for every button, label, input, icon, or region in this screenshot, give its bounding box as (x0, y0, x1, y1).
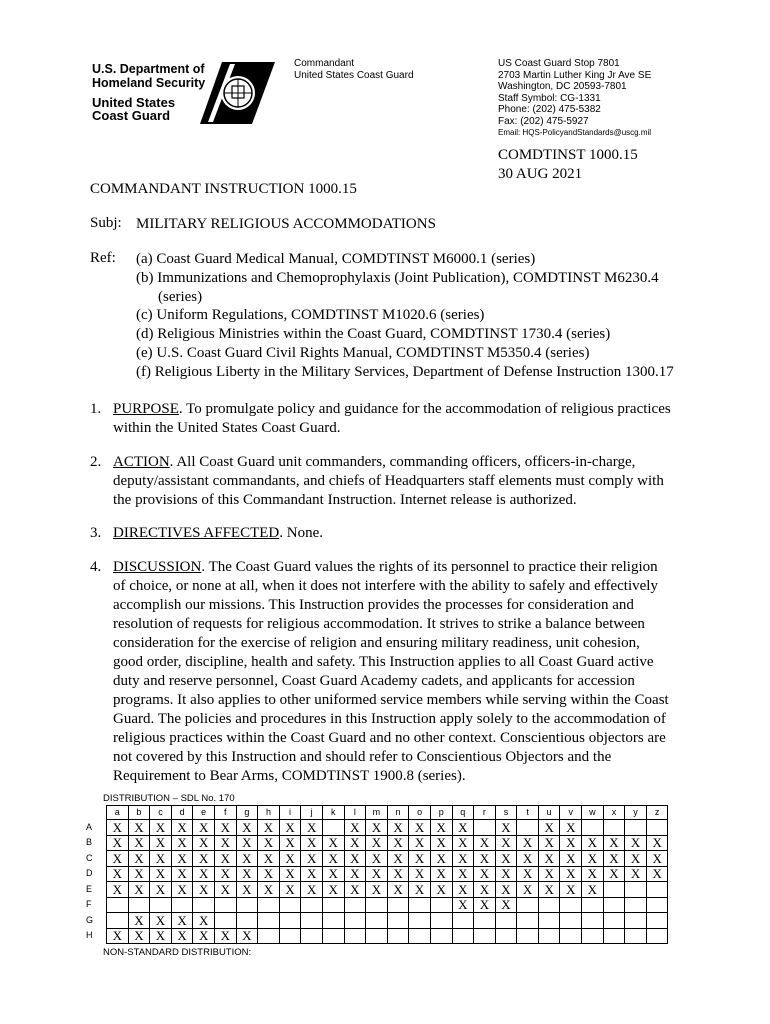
distribution-cell (603, 928, 625, 944)
distribution-cell (646, 913, 668, 929)
distribution-cell (452, 913, 474, 929)
distribution-cell (625, 897, 647, 913)
column-header: a (107, 806, 129, 820)
distribution-cell: X (430, 851, 452, 867)
distribution-cell: X (625, 866, 647, 882)
distribution-cell: X (214, 928, 236, 944)
distribution-cell: X (474, 897, 496, 913)
row-label: G (86, 914, 94, 925)
distribution-cell: X (538, 882, 560, 898)
distribution-cell: X (150, 820, 172, 836)
column-header: m (366, 806, 388, 820)
distribution-cell: X (236, 928, 258, 944)
distribution-cell (258, 897, 280, 913)
distribution-cell: X (646, 835, 668, 851)
distribution-cell: X (582, 882, 604, 898)
distribution-cell: X (193, 835, 215, 851)
distribution-cell (214, 897, 236, 913)
distribution-cell (474, 820, 496, 836)
ref-item: (d) Religious Ministries within the Coast Guard, COMDTINST 1730.4 (series) (136, 326, 611, 342)
distribution-cell (409, 897, 431, 913)
address-line: Washington, DC 20593-7801 (498, 81, 627, 92)
section-purpose (90, 400, 673, 438)
ref-item: (series) (158, 289, 203, 305)
column-header: j (301, 806, 323, 820)
distribution-cell: X (150, 866, 172, 882)
distribution-cell (560, 897, 582, 913)
section-text: . None. (279, 525, 324, 541)
distribution-cell: X (409, 820, 431, 836)
distribution-cell: X (236, 851, 258, 867)
section-text: . All Coast Guard unit commanders, commanding officers, officers-in-charge, deputy/assistant commandants, and chiefs of Headquarters staff elements must comply with the provisions of this Commandant Instruction. Internet release is authorized. (113, 454, 664, 508)
distribution-cell (646, 882, 668, 898)
distribution-cell: X (214, 851, 236, 867)
address-line: US Coast Guard Stop 7801 (498, 58, 620, 69)
distribution-cell: X (474, 882, 496, 898)
distribution-cell: X (452, 851, 474, 867)
distribution-cell: X (366, 866, 388, 882)
distribution-row (80, 928, 668, 944)
email-link[interactable]: Email: HQS-PolicyandStandards@uscg.mil (498, 128, 652, 137)
distribution-cell: X (474, 866, 496, 882)
table-corner (80, 806, 107, 820)
distribution-cell (301, 897, 323, 913)
distribution-cell: X (258, 866, 280, 882)
distribution-cell (646, 928, 668, 944)
row-label: B (86, 837, 93, 848)
distribution-cell: X (344, 866, 366, 882)
distribution-cell: X (495, 835, 517, 851)
section-number: 2. (90, 454, 102, 470)
distribution-cell: X (366, 851, 388, 867)
distribution-cell: X (301, 820, 323, 836)
distribution-cell: X (107, 882, 129, 898)
column-header: s (495, 806, 517, 820)
section-heading: ACTION (113, 454, 170, 470)
distribution-cell (366, 928, 388, 944)
distribution-cell: X (171, 835, 193, 851)
distribution-cell: X (344, 835, 366, 851)
distribution-cell (582, 913, 604, 929)
distribution-cell: X (171, 882, 193, 898)
distribution-cell: X (322, 882, 344, 898)
distribution-cell: X (366, 820, 388, 836)
ref-item: (c) Uniform Regulations, COMDTINST M1020.6 (series) (136, 307, 485, 323)
distribution-cell: X (193, 866, 215, 882)
row-label: E (86, 883, 93, 894)
distribution-cell: X (258, 851, 280, 867)
distribution-cell: X (582, 866, 604, 882)
distribution-cell: X (582, 835, 604, 851)
distribution-cell: X (258, 820, 280, 836)
distribution-cell: X (236, 866, 258, 882)
distribution-cell (517, 820, 539, 836)
distribution-cell (366, 913, 388, 929)
address-line: Fax: (202) 475-5927 (498, 115, 589, 127)
distribution-cell (452, 928, 474, 944)
distribution-cell: X (322, 866, 344, 882)
distribution-cell (582, 928, 604, 944)
row-label: C (86, 852, 93, 863)
distribution-cell: X (538, 851, 560, 867)
distribution-cell: X (538, 866, 560, 882)
column-header: i (279, 806, 301, 820)
distribution-cell: X (150, 913, 172, 929)
distribution-cell: X (474, 835, 496, 851)
distribution-cell (625, 882, 647, 898)
distribution-cell: X (128, 913, 150, 929)
distribution-cell: X (171, 820, 193, 836)
distribution-cell: X (452, 835, 474, 851)
column-header: x (603, 806, 625, 820)
distribution-cell (258, 928, 280, 944)
distribution-cell: X (236, 882, 258, 898)
distribution-cell: X (625, 835, 647, 851)
distribution-row (80, 851, 668, 867)
distribution-cell (430, 928, 452, 944)
ref-item: (b) Immunizations and Chemoprophylaxis (Joint Publication), COMDTINST M6230.4 (136, 270, 659, 286)
ref-item: (f) Religious Liberty in the Military Services, Department of Defense Instruction 1300.17 (136, 364, 674, 380)
distribution-cell: X (387, 835, 409, 851)
distribution-cell: X (560, 882, 582, 898)
distribution-cell: X (128, 928, 150, 944)
column-header: l (344, 806, 366, 820)
distribution-cell: X (107, 820, 129, 836)
distribution-cell (517, 897, 539, 913)
distribution-cell (322, 913, 344, 929)
column-header: q (452, 806, 474, 820)
commandant-line: United States Coast Guard (294, 70, 414, 81)
distribution-cell (301, 928, 323, 944)
distribution-cell: X (366, 835, 388, 851)
column-header: r (474, 806, 496, 820)
distribution-cell: X (279, 882, 301, 898)
distribution-cell (322, 820, 344, 836)
distribution-cell: X (193, 913, 215, 929)
ref-item: (a) Coast Guard Medical Manual, COMDTINST M6000.1 (series) (136, 251, 536, 267)
distribution-cell: X (171, 851, 193, 867)
distribution-cell (495, 928, 517, 944)
ref-label: Ref: (90, 250, 116, 266)
distribution-cell (430, 897, 452, 913)
distribution-cell (538, 897, 560, 913)
address-line: 2703 Martin Luther King Jr Ave SE (498, 69, 652, 81)
distribution-cell (603, 882, 625, 898)
distribution-cell (560, 913, 582, 929)
distribution-cell (625, 913, 647, 929)
distribution-cell (107, 913, 129, 929)
distribution-cell (150, 897, 172, 913)
distribution-cell: X (193, 928, 215, 944)
logo-uscg-text: United States Coast Guard (92, 95, 176, 123)
distribution-row (80, 866, 668, 882)
column-header: v (560, 806, 582, 820)
column-header: e (193, 806, 215, 820)
distribution-cell (171, 897, 193, 913)
distribution-cell (279, 913, 301, 929)
distribution-cell: X (560, 851, 582, 867)
commandant-line: Commandant (294, 58, 355, 69)
distribution-cell: X (214, 835, 236, 851)
distribution-cell (128, 897, 150, 913)
column-header: f (214, 806, 236, 820)
distribution-cell (193, 897, 215, 913)
distribution-cell (625, 928, 647, 944)
distribution-cell (366, 897, 388, 913)
column-header: g (236, 806, 258, 820)
distribution-cell: X (430, 866, 452, 882)
distribution-cell (236, 897, 258, 913)
distribution-row (80, 897, 668, 913)
distribution-cell: X (236, 835, 258, 851)
column-header: n (387, 806, 409, 820)
commandant-block (294, 58, 414, 82)
section-text: . To promulgate policy and guidance for the accommodation of religious practices within the United States Coast Guard. (113, 401, 671, 436)
distribution-title: DISTRIBUTION – SDL No. 170 (103, 793, 235, 804)
distribution-cell: X (193, 820, 215, 836)
column-header: c (150, 806, 172, 820)
ref-item: (e) U.S. Coast Guard Civil Rights Manual, COMDTINST M5350.4 (series) (136, 345, 590, 361)
distribution-cell: X (301, 866, 323, 882)
distribution-cell (517, 913, 539, 929)
distribution-cell: X (409, 882, 431, 898)
section-heading: DIRECTIVES AFFECTED (113, 525, 280, 541)
distribution-cell: X (344, 820, 366, 836)
distribution-cell: X (344, 882, 366, 898)
distribution-cell (214, 913, 236, 929)
distribution-cell: X (409, 835, 431, 851)
distribution-cell (344, 913, 366, 929)
distribution-cell (107, 897, 129, 913)
distribution-cell (387, 897, 409, 913)
distribution-cell: X (128, 882, 150, 898)
distribution-cell: X (625, 851, 647, 867)
distribution-cell: X (430, 835, 452, 851)
distribution-cell: X (409, 851, 431, 867)
row-label: A (86, 821, 93, 832)
distribution-cell: X (560, 835, 582, 851)
distribution-cell (322, 928, 344, 944)
distribution-cell: X (344, 851, 366, 867)
distribution-cell: X (430, 820, 452, 836)
distribution-cell: X (279, 820, 301, 836)
distribution-cell (344, 897, 366, 913)
distribution-cell: X (517, 851, 539, 867)
distribution-cell: X (107, 835, 129, 851)
distribution-cell: X (387, 851, 409, 867)
distribution-cell: X (366, 882, 388, 898)
section-discussion (90, 558, 673, 786)
distribution-cell: X (430, 882, 452, 898)
distribution-cell: X (646, 866, 668, 882)
distribution-cell: X (387, 820, 409, 836)
distribution-row (80, 820, 668, 836)
distribution-cell: X (128, 820, 150, 836)
distribution-cell: X (107, 851, 129, 867)
distribution-cell: X (322, 851, 344, 867)
column-header: o (409, 806, 431, 820)
dhs-uscg-logo (90, 62, 275, 124)
distribution-cell: X (495, 820, 517, 836)
distribution-cell (474, 913, 496, 929)
coast-guard-emblem-icon (200, 62, 275, 124)
row-label: F (86, 899, 92, 910)
distribution-cell: X (279, 866, 301, 882)
doc-number: COMDTINST 1000.15 (498, 147, 638, 163)
distribution-cell: X (495, 866, 517, 882)
distribution-cell: X (474, 851, 496, 867)
distribution-cell (538, 913, 560, 929)
distribution-cell: X (560, 820, 582, 836)
distribution-cell: X (107, 928, 129, 944)
distribution-cell (646, 897, 668, 913)
distribution-cell (387, 913, 409, 929)
distribution-cell: X (517, 882, 539, 898)
distribution-cell: X (301, 882, 323, 898)
instruction-title: COMMANDANT INSTRUCTION 1000.15 (90, 181, 357, 197)
distribution-table (80, 805, 668, 944)
distribution-cell (279, 897, 301, 913)
distribution-cell: X (279, 835, 301, 851)
address-line: Staff Symbol: CG-1331 (498, 92, 601, 104)
distribution-cell: X (171, 928, 193, 944)
distribution-cell: X (452, 866, 474, 882)
distribution-row (80, 835, 668, 851)
distribution-cell: X (322, 835, 344, 851)
distribution-cell (387, 928, 409, 944)
distribution-cell: X (409, 866, 431, 882)
distribution-cell: X (128, 866, 150, 882)
distribution-cell: X (538, 835, 560, 851)
distribution-cell (538, 928, 560, 944)
subject-label: Subj: (90, 215, 122, 231)
distribution-cell: X (646, 851, 668, 867)
distribution-cell (603, 897, 625, 913)
column-header: b (128, 806, 150, 820)
distribution-cell: X (236, 820, 258, 836)
distribution-cell: X (452, 882, 474, 898)
distribution-cell (582, 897, 604, 913)
distribution-cell: X (107, 866, 129, 882)
distribution-cell: X (538, 820, 560, 836)
column-header: y (625, 806, 647, 820)
distribution-cell: X (128, 835, 150, 851)
logo-department-text: U.S. Department of Homeland Security (92, 62, 206, 90)
column-header: k (322, 806, 344, 820)
distribution-cell: X (495, 851, 517, 867)
distribution-cell: X (301, 851, 323, 867)
distribution-cell: X (193, 882, 215, 898)
row-label: H (86, 930, 93, 941)
non-standard-distribution-label: NON-STANDARD DISTRIBUTION: (103, 947, 252, 958)
distribution-cell: X (560, 866, 582, 882)
distribution-cell (603, 913, 625, 929)
distribution-cell: X (214, 820, 236, 836)
distribution-cell: X (214, 882, 236, 898)
row-label: D (86, 868, 93, 879)
distribution-cell: X (603, 866, 625, 882)
distribution-cell: X (452, 820, 474, 836)
distribution-cell: X (495, 882, 517, 898)
distribution-cell (301, 913, 323, 929)
distribution-cell (409, 928, 431, 944)
section-number: 4. (90, 559, 102, 575)
distribution-cell: X (387, 866, 409, 882)
distribution-cell: X (517, 835, 539, 851)
distribution-cell: X (171, 866, 193, 882)
distribution-cell: X (279, 851, 301, 867)
distribution-cell: X (258, 882, 280, 898)
distribution-cell: X (171, 913, 193, 929)
distribution-cell: X (495, 897, 517, 913)
distribution-cell (322, 897, 344, 913)
distribution-cell: X (150, 851, 172, 867)
column-header: z (646, 806, 668, 820)
distribution-cell (582, 820, 604, 836)
distribution-cell (646, 820, 668, 836)
distribution-cell (258, 913, 280, 929)
distribution-cell (430, 913, 452, 929)
distribution-cell: X (517, 866, 539, 882)
distribution-cell (517, 928, 539, 944)
distribution-cell (279, 928, 301, 944)
section-directives-affected (90, 524, 673, 543)
section-action (90, 453, 673, 510)
distribution-cell: X (603, 835, 625, 851)
section-number: 3. (90, 525, 102, 541)
distribution-cell (474, 928, 496, 944)
distribution-cell: X (387, 882, 409, 898)
section-text: . The Coast Guard values the rights of its personnel to practice their religion of choice, or none at all, when it does not interfere with the ability to safely and effectively accomplish our missions. This Instruction provides the processes for consideration and resolution of requests for religious accommodation. It strives to strike a balance between consideration for the exercise of religion and ensuring military readiness, unit cohesion, good order, discipline, health and safety. This Instruction applies to all Coast Guard active duty and reserve personnel, Coast Guard Academy cadets, and applicants for accession programs. It also applies to other uniformed service members while serving within the Coast Guard. The policies and procedures in this Instruction apply solely to the accommodation of religious practices within the Coast Guard and no other context. Conscientious objectors are not covered by this Instruction and should refer to Conscientious Objectors and the Requirement to Bear Arms, COMDTINST 1900.8 (series). (113, 559, 669, 784)
distribution-cell (560, 928, 582, 944)
distribution-cell: X (193, 851, 215, 867)
column-header: p (430, 806, 452, 820)
distribution-cell: X (582, 851, 604, 867)
distribution-cell: X (128, 851, 150, 867)
column-header: d (171, 806, 193, 820)
distribution-cell: X (603, 851, 625, 867)
distribution-cell (409, 913, 431, 929)
distribution-cell: X (258, 835, 280, 851)
distribution-cell: X (150, 835, 172, 851)
distribution-cell: X (150, 928, 172, 944)
distribution-row (80, 882, 668, 898)
column-header: h (258, 806, 280, 820)
section-heading: PURPOSE (113, 401, 179, 417)
address-line: Phone: (202) 475-5382 (498, 104, 601, 115)
distribution-cell (344, 928, 366, 944)
distribution-cell: X (150, 882, 172, 898)
document-id-block (498, 146, 638, 184)
column-header: t (517, 806, 539, 820)
distribution-cell: X (452, 897, 474, 913)
distribution-cell: X (214, 866, 236, 882)
section-heading: DISCUSSION (113, 559, 202, 575)
distribution-cell (625, 820, 647, 836)
section-number: 1. (90, 401, 102, 417)
distribution-cell: X (301, 835, 323, 851)
address-block (498, 58, 651, 139)
distribution-cell (236, 913, 258, 929)
distribution-cell (603, 820, 625, 836)
distribution-cell (495, 913, 517, 929)
column-header: u (538, 806, 560, 820)
subject-text: MILITARY RELIGIOUS ACCOMMODATIONS (136, 216, 436, 232)
distribution-row (80, 913, 668, 929)
doc-date: 30 AUG 2021 (498, 166, 583, 182)
column-header: w (582, 806, 604, 820)
